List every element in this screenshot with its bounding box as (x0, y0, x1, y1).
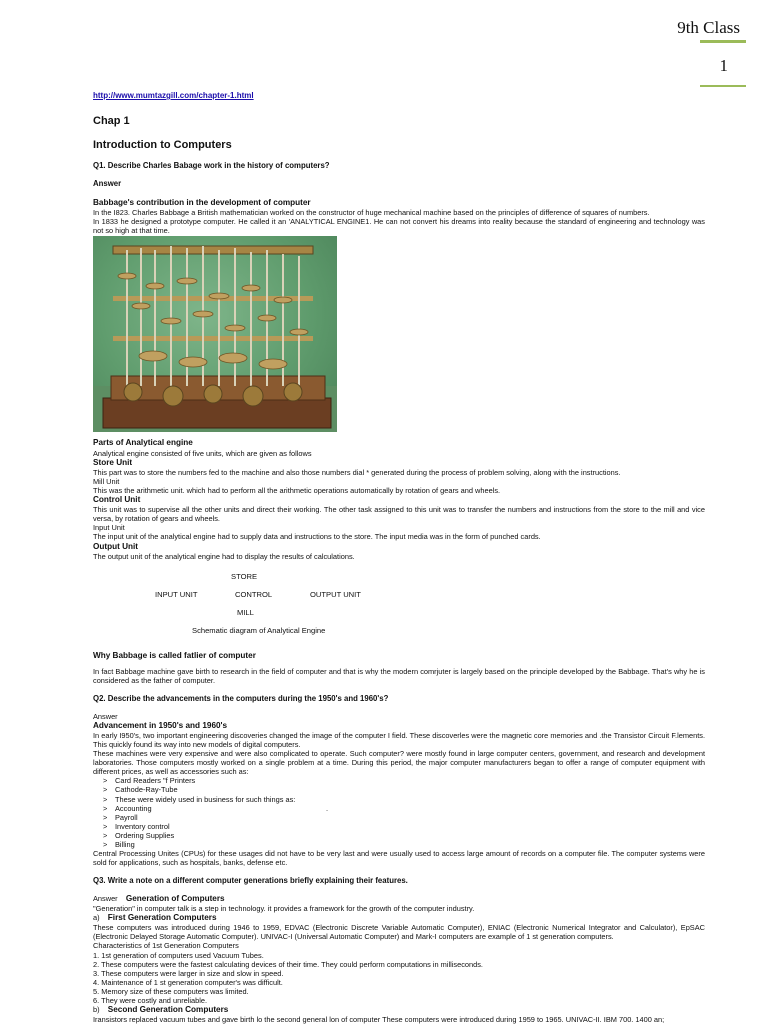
document-body (93, 91, 705, 1024)
schematic-input: INPUT UNIT (155, 589, 198, 599)
paragraph: Central Processing Unites (CPUs) for these usages did not have to be very last and were usually used to access large amount of records on a computer file. The computer systems were sold for applications, such as hospitals, banks, defense etc. (93, 849, 705, 868)
subsection-heading: Output Unit (93, 541, 139, 551)
answer-label: Answer (93, 894, 118, 903)
list-item: > Payroll (103, 813, 705, 822)
page-number-underline (700, 85, 746, 87)
page-title: Introduction to Computers (93, 139, 232, 152)
header-class-label: 9th Class (677, 18, 740, 37)
paragraph: In 1833 he designed a prototype computer. He called it an 'ANALYTICAL ENGINE1. He can not convert his dreams into reality because the standard of engineering and technology was not so high at that time. (93, 217, 705, 236)
list-item: > Billing (103, 840, 705, 849)
list-item: 5. Memory size of these computers was limited. (93, 987, 249, 997)
subsection-heading: Second Generation Computers (107, 1005, 229, 1015)
list-item-label: Accounting (115, 803, 152, 813)
schematic-control: CONTROL (235, 589, 273, 599)
question-1: Q1. Describe Charles Babage work in the history of computers? (93, 160, 330, 170)
answer-label: Answer (93, 711, 118, 721)
answer-line (93, 894, 705, 904)
section-heading: Why Babbage is called fatlier of computer (93, 650, 256, 660)
section-heading: Advancement in 1950's and 1960's (93, 720, 228, 730)
header-divider (700, 40, 746, 43)
paragraph: Analytical engine consisted of five units, which are given as follows (93, 448, 312, 458)
source-link[interactable]: http://www.mumtazgill.com/chapter-1.html (93, 91, 254, 100)
subsection-line (93, 913, 705, 923)
subsection-line (93, 1005, 705, 1015)
paragraph: Characteristics of 1st Generation Computers (93, 941, 239, 951)
schematic-caption: Schematic diagram of Analytical Engine (192, 625, 326, 635)
schematic-mill: MILL (237, 607, 254, 617)
subsection-label: Input Unit (93, 523, 125, 533)
analytical-engine-illustration (93, 236, 337, 432)
paragraph: These computers was introduced during 1946 to 1959, EDVAC (Electronic Discrete Variable Automatic Computer), ENIAC (Electronic Numerical Integrator and Calculator), EpSAC (Electronic Delayed Storage Automatic Computer). UNIVAC-I (Universal Automatic Computer) and Mark-I computers are example of 1 st generation computers. (93, 923, 705, 942)
section-heading: Parts of Analytical engine (93, 438, 193, 448)
paragraph: In early I950's, two important engineering discoveries changed the image of the computer I field. These discoverles were the magnetic core memories and .the Transistor Circuit F.lements. This quickly found its way into new models of digital computers. (93, 730, 705, 749)
stray-mark: . (326, 803, 329, 813)
section-heading: Generation of Computers (125, 894, 225, 903)
list-item: 4. Maintenance of 1 st generation computer's was difficult. (93, 977, 283, 987)
subsection-heading: Control Unit (93, 495, 141, 505)
list-item: > These were widely used in business for such things as: (103, 795, 705, 804)
chapter-heading: Chap 1 (93, 114, 130, 127)
accessories-list (93, 776, 705, 849)
analytical-engine-photo (93, 236, 337, 432)
paragraph: The input unit of the analytical engine had to supply data and instructions to the store. The input media was in the form of punched cards. (93, 532, 541, 542)
list-marker: b) (93, 1005, 100, 1015)
schematic-output: OUTPUT UNIT (310, 589, 361, 599)
list-item: 3. These computers were larger in size and slow in speed. (93, 968, 284, 978)
page-number: 1 (719, 56, 728, 75)
paragraph: This was the arithmetic unit. which had to perform all the arithmetic operations automatically by rotation of gears and wheels. (93, 485, 501, 495)
list-item: > Ordering Supplies (103, 831, 705, 840)
paragraph: This part was to store the numbers fed to the machine and also those numbers dial * generated during the process of problem solving, along with the instructions. (93, 467, 621, 477)
list-item: > Cathode-Ray-Tube (103, 785, 705, 794)
section-heading: Babbage's contribution in the development of computer (93, 198, 311, 208)
paragraph: These machines were very expensive and were also complicated to operate. Such computer? were mostly found in large computer centers, government, and research and development laboratories. Those computers mostly worked on a single problem at a time. During this period, the major computer manufacturers began to offer a range of computer equipment with different prices, as well as accessories such as: (93, 749, 705, 777)
paragraph: In the I823. Charles Babbage a British mathematician worked on the constructor of huge mechanical machine based on the principles of difference of squares of numbers. (93, 208, 650, 218)
list-item: 2. These computers were the fastest calculating devices of their time. They could perform computations in milliseconds. (93, 959, 483, 969)
paragraph: "Generation" in computer talk is a step in technology. it provides a framework for the growth of the computer industry. (93, 904, 475, 914)
subsection-heading: First Generation Computers (107, 913, 217, 923)
schematic-store: STORE (231, 571, 258, 581)
list-marker: a) (93, 913, 100, 923)
list-item: > Card Readers "f Printers (103, 776, 705, 785)
list-item: 1. 1st generation of computers used Vacuum Tubes. (93, 950, 264, 960)
subsection-label: Mill Unit (93, 476, 120, 486)
subsection-heading: Store Unit (93, 457, 133, 467)
schematic-diagram (93, 567, 705, 645)
answer-label: Answer (93, 179, 122, 189)
paragraph: Iransistors replaced vacuum tubes and gave birth lo the second general lon of computer These computers were introduced during 1959 to 1965. UNIVAC-II. IBM 700. 1400 an; (93, 1015, 665, 1024)
list-item: > Inventory control (103, 822, 705, 831)
question-3: Q3. Write a note on a different computer generations briefly explaining their features. (93, 876, 408, 886)
list-item (103, 804, 705, 813)
paragraph: The output unit of the analytical engine had to display the results of calculations. (93, 551, 355, 561)
paragraph: This unit was to supervise all the other units and direct their working. The other task assigned to this unit was to transfer the numbers and instructions from the store to the mill and vice versa, by rotation of gears and wheels. (93, 505, 705, 524)
list-item: 6. They were costly and unreliable. (93, 996, 208, 1006)
question-2: Q2. Describe the advancements in the computers during the 1950's and 1960's? (93, 694, 389, 704)
paragraph: In fact Babbage machine gave birth to research in the field of computer and that is why the modern comrjuter is largely based on the principle developed by the Babbage. That's why he is considered as the father of computer. (93, 666, 705, 685)
